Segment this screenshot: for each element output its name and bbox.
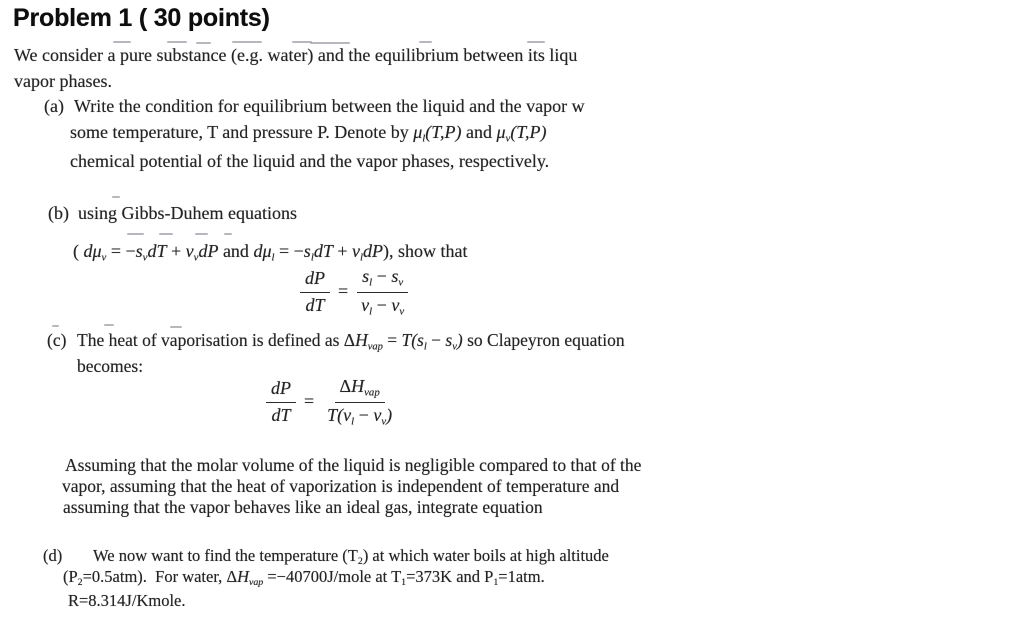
math-token: (v: [337, 404, 352, 425]
assumptions-line-1: Assuming that the molar volume of the liquid is negligible compared to that of the: [65, 455, 642, 475]
item-b-line-1: using Gibbs-Duhem equations: [78, 203, 297, 223]
math-token: (T,P): [425, 122, 462, 142]
math-token: dP: [198, 241, 219, 261]
item-d-label: (d): [43, 546, 63, 565]
math-token: =1atm.: [498, 567, 545, 586]
math-token: some temperature, T and pressure P. Denote by: [70, 122, 414, 142]
math-token: −: [354, 404, 374, 425]
item-c-line-1: [77, 330, 625, 354]
math-token: s: [445, 330, 453, 350]
math-token: so Clapeyron equation: [462, 330, 625, 350]
scan-artifact: [232, 41, 262, 43]
math-token: dT: [305, 294, 325, 315]
scan-artifact: [113, 41, 131, 43]
math-token: v: [351, 241, 360, 261]
item-a-label: (a): [44, 96, 64, 116]
item-a-line-1: Write the condition for equilibrium between the liquid and the vapor w: [74, 96, 585, 116]
math-token: dT: [271, 404, 291, 425]
assumptions-line-3: assuming that the vapor behaves like an ideal gas, integrate equation: [63, 497, 543, 517]
math-token: ) at which water boils at high altitude: [362, 546, 609, 565]
math-token: ): [456, 330, 463, 350]
math-token: =−40700J/mole at T: [263, 567, 402, 586]
math-token: =373K and P: [406, 567, 494, 586]
math-token: dμ: [83, 241, 102, 261]
math-token: l: [369, 305, 373, 318]
equals-sign: =: [304, 391, 315, 412]
scan-artifact: [527, 41, 545, 43]
intro-line-1: We consider a pure substance (e.g. water) and the equilibrium between its liqu: [14, 45, 578, 65]
math-token: We now want to find the temperature (T: [93, 546, 358, 565]
equals-sign: =: [338, 281, 349, 302]
scan-artifact: [159, 233, 173, 235]
math-token: = −: [106, 241, 136, 261]
math-token: and: [461, 122, 497, 142]
math-token: H: [237, 567, 249, 586]
math-token: H: [355, 330, 368, 350]
math-token: l: [351, 415, 355, 428]
math-token: Δ: [226, 567, 238, 586]
scan-artifact: [195, 233, 208, 235]
problem-title: Problem 1 ( 30 points): [13, 4, 270, 32]
scan-artifact: [224, 233, 232, 235]
math-token: (: [73, 241, 84, 261]
scan-artifact: [196, 42, 211, 44]
math-token: v: [505, 132, 511, 145]
math-token: −: [372, 294, 392, 315]
math-token: and: [218, 241, 254, 261]
math-token: dT: [147, 241, 167, 261]
scan-artifact: [112, 196, 120, 198]
math-token: l: [271, 251, 275, 264]
math-token: dμ: [253, 241, 272, 261]
scan-artifact: [127, 233, 144, 235]
scan-artifact: [167, 41, 187, 43]
clapeyron-slope-equation: [300, 266, 409, 318]
math-token: (T,P): [510, 122, 547, 142]
math-token: μ: [413, 122, 423, 142]
math-token: T: [401, 330, 412, 350]
math-token: 2: [357, 556, 363, 568]
item-a-line-2: [70, 122, 546, 146]
math-token: =: [382, 330, 402, 350]
fraction-enthalpy-volume: [322, 376, 397, 428]
math-token: v: [398, 276, 404, 289]
math-token: vap: [248, 577, 264, 589]
math-token: (P: [63, 567, 78, 586]
math-token: vap: [364, 386, 380, 399]
math-token: H: [351, 376, 365, 396]
math-token: =0.5atm). For water,: [82, 567, 227, 586]
math-token: dP: [305, 267, 325, 288]
item-c-label: (c): [47, 330, 67, 350]
math-token: 2: [77, 577, 83, 589]
item-c-line-2: becomes:: [77, 356, 144, 376]
scan-artifact: [170, 326, 182, 328]
math-token: v: [193, 251, 199, 264]
math-token: μ: [496, 122, 506, 142]
math-token: +: [332, 241, 352, 261]
scan-artifact: [419, 41, 432, 43]
item-a-line-3: chemical potential of the liquid and the vapor phases, respectively.: [70, 151, 550, 171]
math-token: v: [361, 294, 370, 315]
math-token: The heat of vaporisation is defined as: [77, 330, 344, 350]
math-token: v: [142, 251, 148, 264]
math-token: ), show that: [382, 241, 468, 261]
math-token: l: [423, 341, 427, 353]
fraction-dp-dt: [300, 268, 330, 317]
intro-line-2: vapor phases.: [14, 71, 112, 91]
math-token: (s: [411, 330, 424, 350]
math-token: v: [452, 341, 457, 353]
clapeyron-vap-equation: [266, 376, 397, 428]
math-token: s: [135, 241, 143, 261]
math-token: v: [373, 404, 382, 425]
math-token: v: [101, 251, 107, 264]
scan-artifact: [52, 325, 59, 327]
math-token: Δ: [343, 330, 356, 350]
item-d-line-2: [63, 567, 545, 589]
math-token: dP: [271, 377, 291, 398]
scan-artifact: [310, 42, 350, 44]
math-token: s: [362, 266, 370, 286]
math-token: vap: [367, 341, 383, 353]
math-token: T: [327, 404, 338, 425]
math-token: = −: [274, 241, 304, 261]
math-token: l: [422, 132, 426, 145]
math-token: 1: [401, 577, 407, 589]
math-token: Δ: [339, 376, 352, 396]
math-token: +: [166, 241, 186, 261]
math-token: dP: [362, 241, 383, 261]
math-token: ): [386, 404, 393, 425]
math-token: v: [391, 294, 400, 315]
item-d-line-1: [93, 546, 609, 568]
fraction-dp-dt: [266, 378, 296, 427]
math-token: v: [381, 415, 387, 428]
math-token: v: [185, 241, 194, 261]
math-token: l: [310, 251, 314, 264]
math-token: v: [399, 305, 405, 318]
item-d-line-3: R=8.314J/Kmole.: [68, 591, 186, 610]
gibbs-duhem-inline-equation: [73, 241, 467, 265]
math-token: −: [372, 266, 392, 286]
math-token: l: [369, 276, 373, 289]
math-token: dT: [313, 241, 333, 261]
scan-artifact: [104, 324, 114, 326]
fraction-entropy-volume: [356, 266, 409, 318]
assumptions-line-2: vapor, assuming that the heat of vaporization is independent of temperature and: [62, 476, 620, 496]
math-token: 1: [493, 577, 499, 589]
math-token: l: [359, 251, 363, 264]
item-b-label: (b): [48, 203, 69, 223]
math-token: s: [303, 241, 311, 261]
scan-artifact: [292, 41, 312, 43]
math-token: s: [391, 266, 399, 286]
math-token: −: [426, 330, 446, 350]
